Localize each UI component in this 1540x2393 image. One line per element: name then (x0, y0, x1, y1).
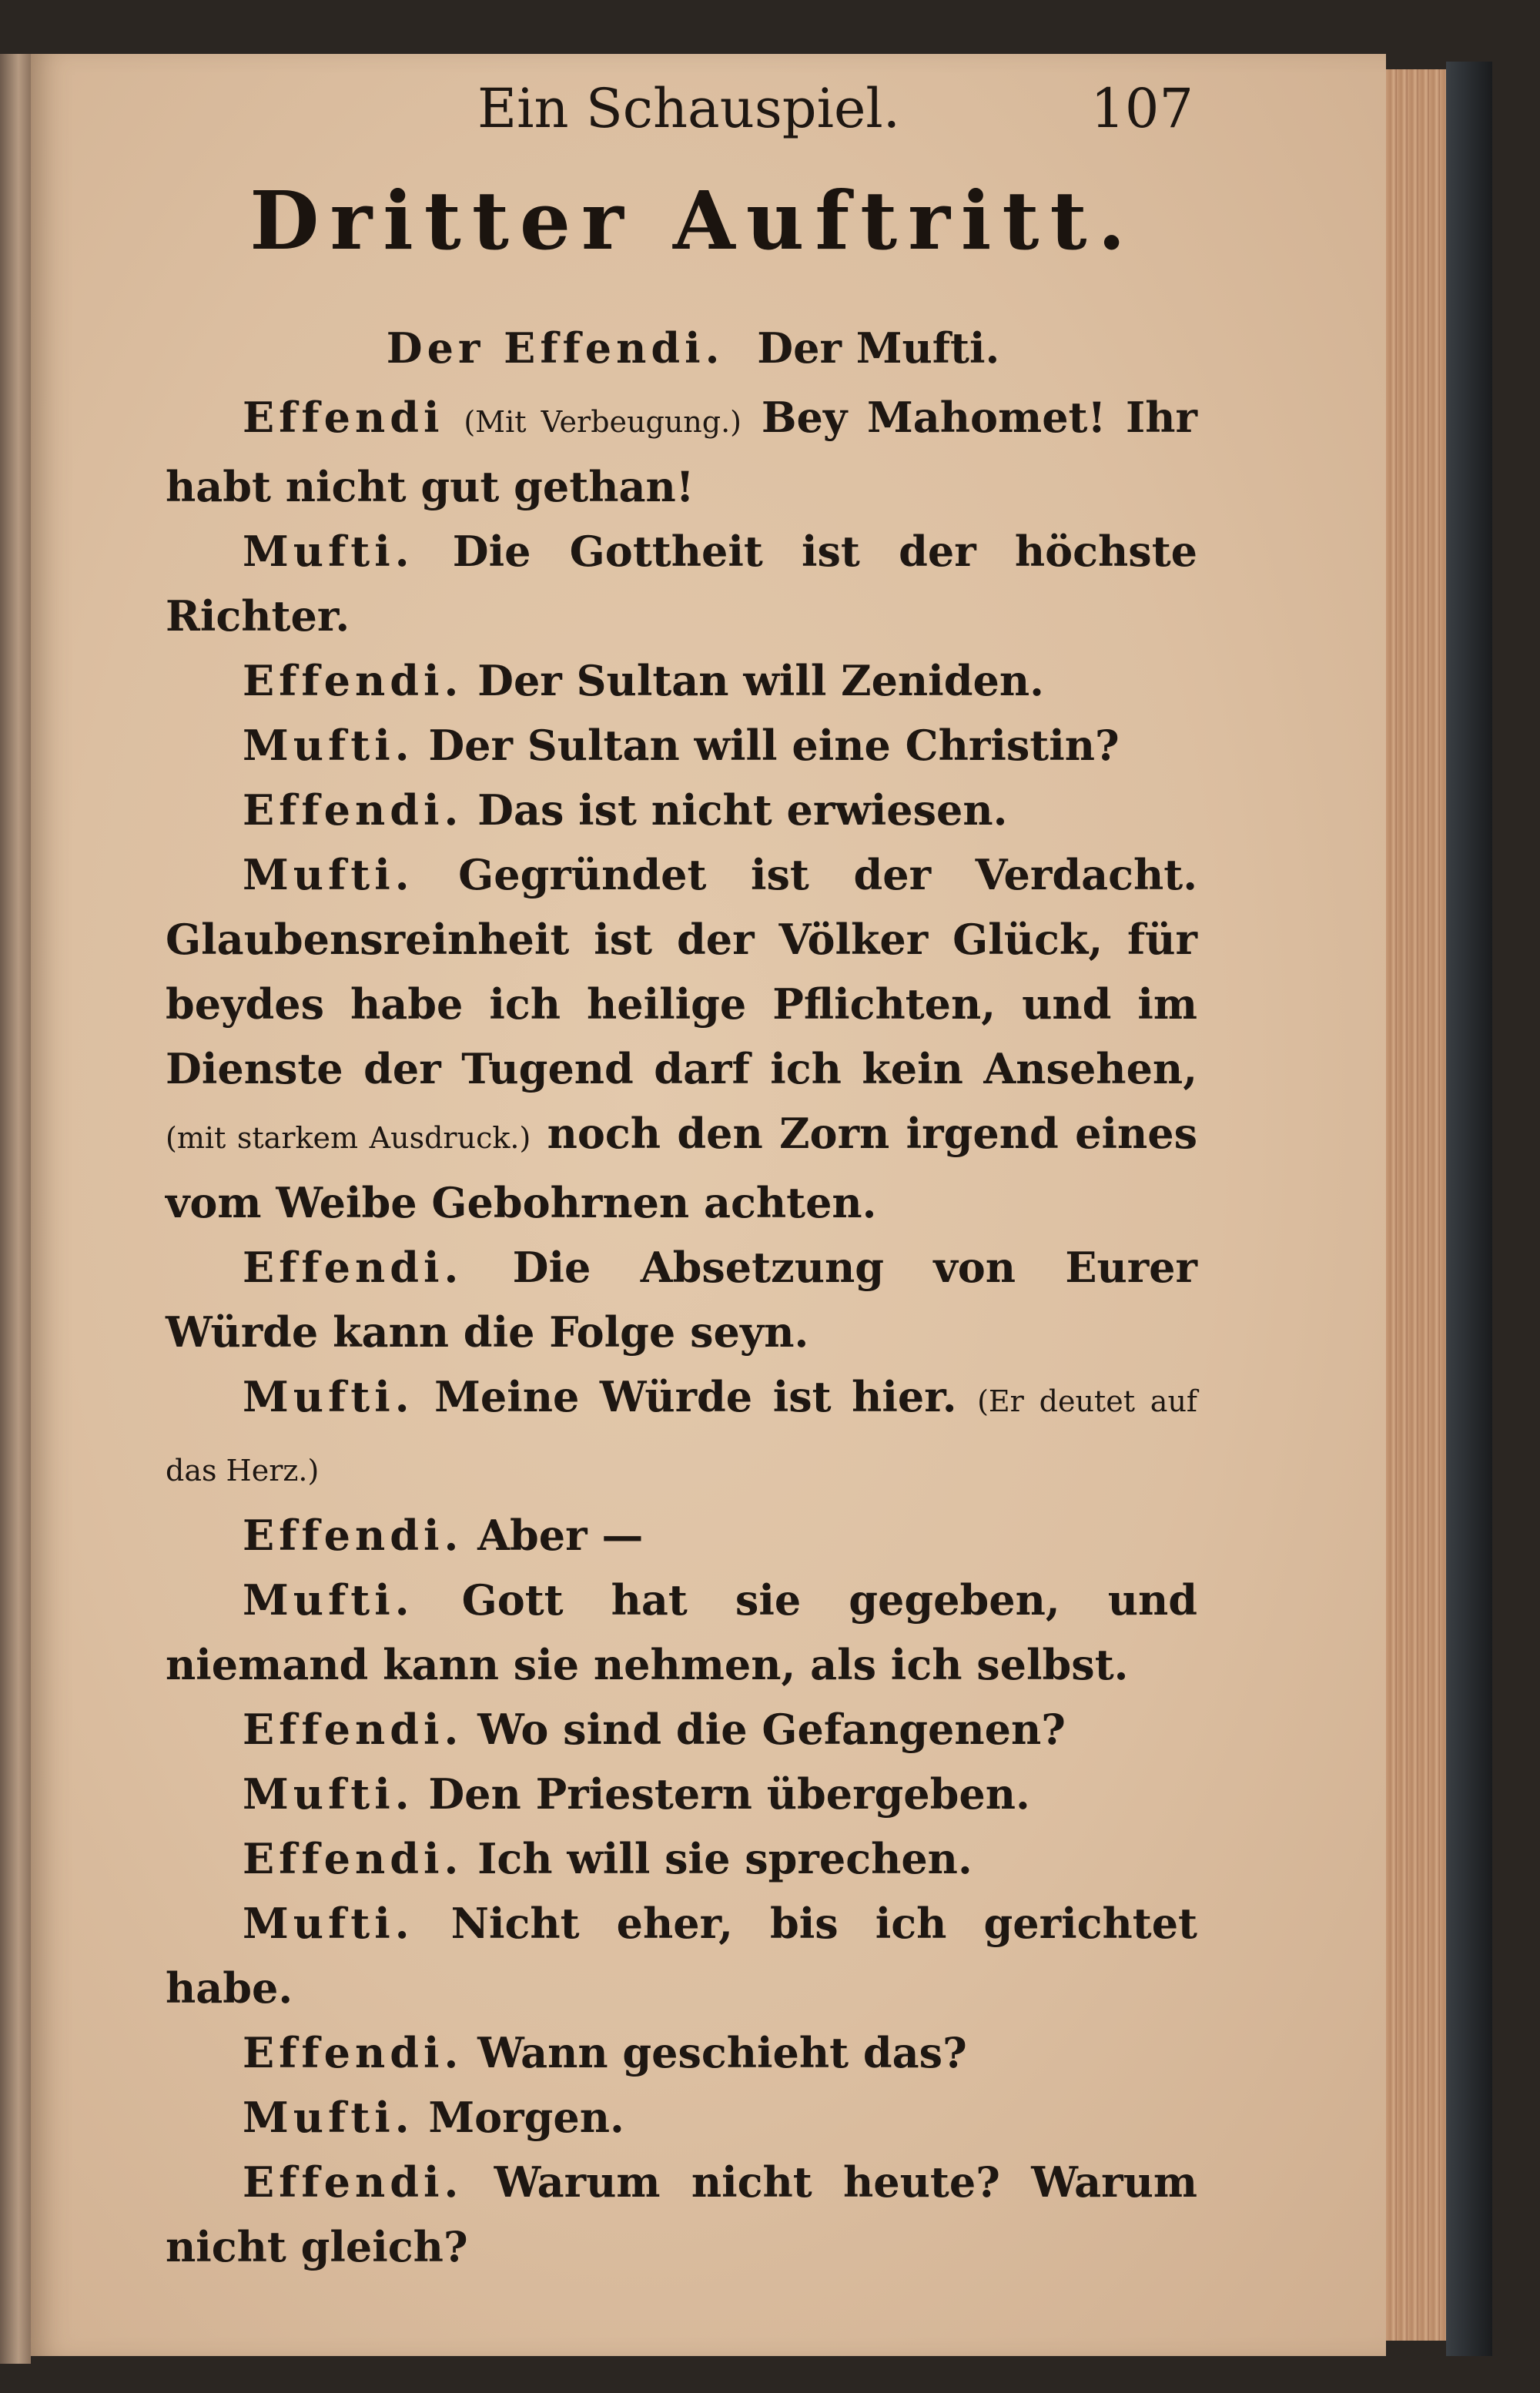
dialogue-line (166, 1364, 1197, 1503)
speech-text: Bey Mahomet! Ihr habt nicht gut gethan! (166, 393, 1197, 511)
speech-text: Wo sind die Gefangenen? (477, 1705, 1066, 1754)
speech-text: Der Sultan will Zeniden. (477, 656, 1044, 705)
facing-page-edge (0, 54, 31, 2364)
speaker-name: Effendi. (243, 2028, 464, 2077)
dialogue-line (166, 648, 1197, 713)
speech-text: Die Gottheit ist der höchste Richter. (166, 527, 1197, 641)
speech-text: Den Priestern übergeben. (428, 1769, 1030, 1819)
speech-text: Meine Würde ist hier. (434, 1372, 957, 1421)
stage-direction: (Mit Verbeugung.) (464, 405, 742, 439)
speech-text: Wann geschieht das? (477, 2028, 967, 2077)
dialogue-line (166, 1826, 1197, 1891)
dialogue-line (166, 713, 1197, 778)
dialogue-line (166, 1503, 1197, 1568)
dialogue-line (166, 1235, 1197, 1364)
dialogue-line (166, 2085, 1197, 2150)
speaker-name: Effendi. (243, 1834, 464, 1883)
speaker-name: Effendi. (243, 2157, 464, 2207)
speaker-name: Mufti. (243, 1372, 414, 1421)
speaker-name: Effendi. (243, 1243, 464, 1292)
speaker-name: Mufti. (243, 527, 414, 576)
speech-text: Morgen. (428, 2093, 624, 2142)
speaker-name: Mufti. (243, 721, 414, 770)
page-edges (1386, 69, 1446, 2341)
cast-list (0, 323, 1386, 373)
speech-text: Gott hat sie gegeben, und niemand kann sie nehmen, als ich selbst. (166, 1575, 1197, 1689)
speaker-name: Mufti. (243, 1899, 414, 1948)
speaker-name: Effendi. (243, 785, 464, 835)
speech-text: Die Absetzung von Eurer Würde kann die Folge seyn. (166, 1243, 1197, 1357)
dialogue-line (166, 778, 1197, 842)
stage-direction: (Er deutet auf das Herz.) (166, 1384, 1197, 1488)
cast-member: Der Mufti. (757, 323, 1000, 373)
dialogue-line (166, 1762, 1197, 1826)
speech-text: Nicht eher, bis ich gerichtet habe. (166, 1899, 1197, 2013)
speech-text: Warum nicht heute? Warum nicht gleich? (166, 2157, 1197, 2271)
speech-text: Aber — (477, 1511, 644, 1560)
dialogue-line (166, 1697, 1197, 1762)
cast-member: Der Effendi. (386, 323, 725, 373)
scene-heading: Dritter Auftritt. (249, 173, 1137, 268)
dialogue-line (166, 842, 1197, 1235)
speech-text: Gegründet ist der Verdacht. Glaubensreinheit ist der Völker Glück, für beydes habe ich heilige Pflichten, und im Dienste der Tugend darf ich kein Ansehen, (166, 850, 1197, 1093)
dialogue-line (166, 1891, 1197, 2020)
running-head (169, 77, 1194, 146)
speech-text: Ich will sie sprechen. (477, 1834, 973, 1883)
dialogue-line (166, 385, 1197, 519)
dialogue-line (166, 2150, 1197, 2279)
speech-text: Das ist nicht erwiesen. (477, 785, 1008, 835)
speech-text: noch den Zorn irgend eines vom Weibe Gebohrnen achten. (166, 1109, 1197, 1227)
running-title: Ein Schauspiel. (477, 77, 901, 140)
dialogue-line (166, 1568, 1197, 1697)
dialogue-text (166, 385, 1197, 2279)
speaker-name: Effendi. (243, 1511, 464, 1560)
speaker-name: Effendi (243, 393, 444, 442)
speaker-name: Mufti. (243, 2093, 414, 2142)
speaker-name: Effendi. (243, 1705, 464, 1754)
dialogue-line (166, 2020, 1197, 2085)
dialogue-line (166, 519, 1197, 648)
page-number: 107 (1090, 77, 1194, 140)
speaker-name: Effendi. (243, 656, 464, 705)
speaker-name: Mufti. (243, 1575, 414, 1625)
stage-direction: (mit starkem Ausdruck.) (166, 1121, 531, 1155)
speech-text: Der Sultan will eine Christin? (428, 721, 1120, 770)
book-cover-edge (1446, 62, 1492, 2356)
speaker-name: Mufti. (243, 850, 414, 899)
speaker-name: Mufti. (243, 1769, 414, 1819)
